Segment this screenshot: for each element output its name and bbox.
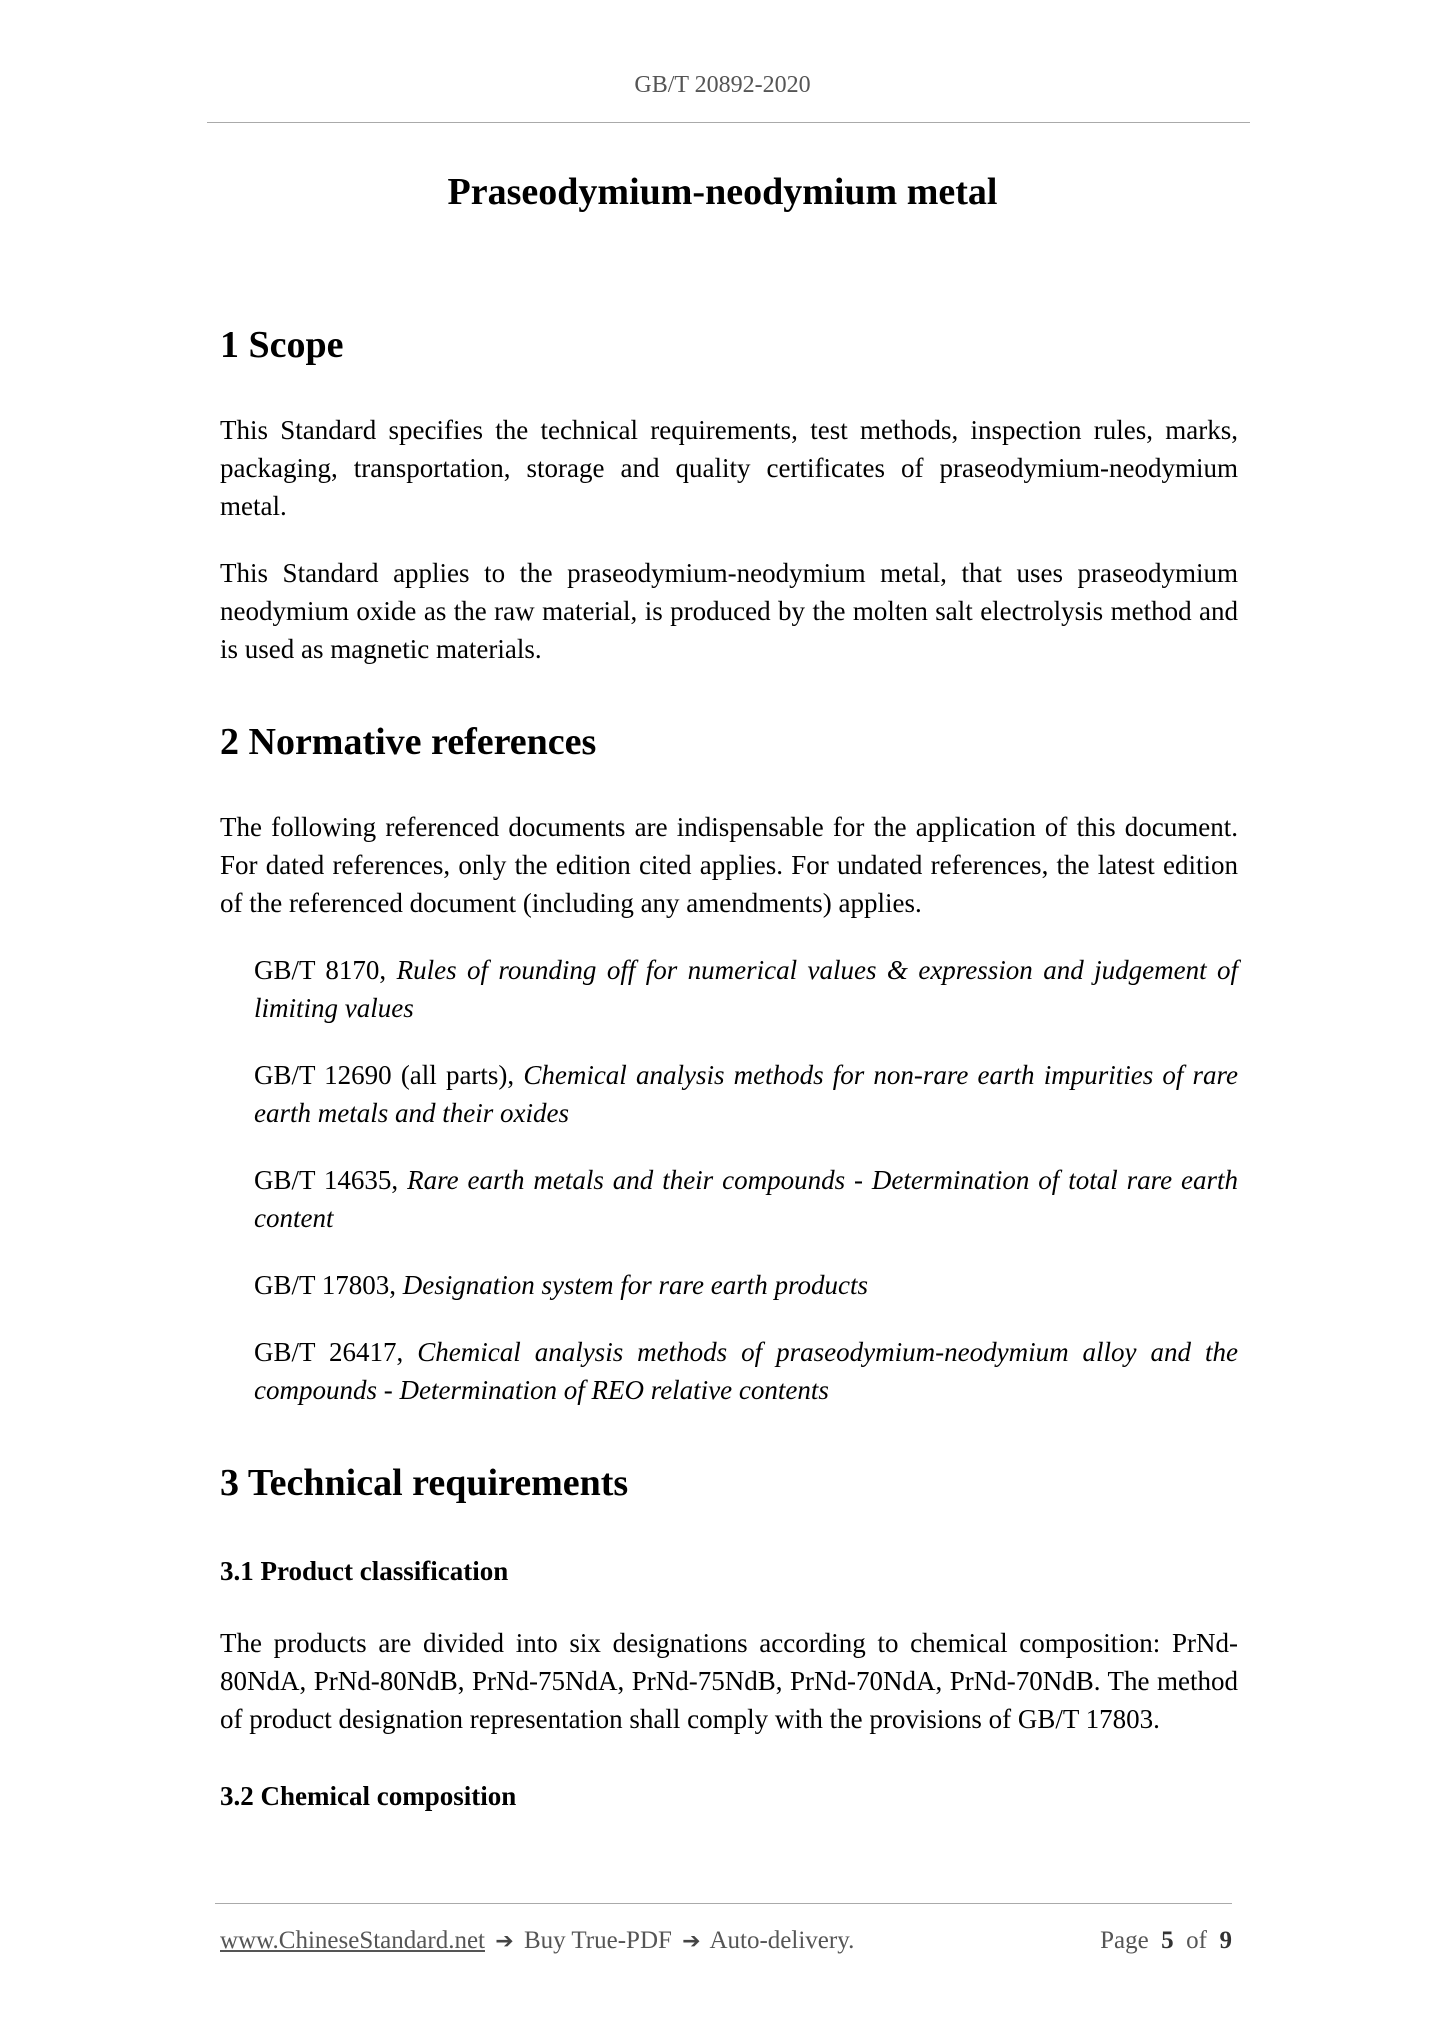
reference-code: GB/T 14635, [254, 1165, 408, 1195]
reference-item [254, 1161, 1238, 1237]
page-number [1100, 1924, 1232, 1958]
right-arrow-icon: ➔ [495, 1929, 514, 1954]
page-total: 9 [1219, 1927, 1232, 1954]
scope-paragraph-2: This Standard applies to the praseodymium-neodymium metal, that uses praseodymium neodymium oxide as the raw material, is produced by the molten salt electrolysis method and is used as magnetic materials. [220, 558, 1238, 664]
reference-title: Rules of rounding off for numerical values & expression and judgement of limiting values [254, 955, 1239, 1023]
subsection-heading-product-classification: 3.1 Product classification [220, 1556, 509, 1586]
reference-code: GB/T 17803, [254, 1270, 403, 1300]
website-link[interactable]: www.ChineseStandard.net [220, 1927, 485, 1954]
buy-pdf-text: Buy True-PDF [523, 1927, 672, 1954]
section-heading-scope: 1 Scope [220, 324, 344, 366]
header-divider [207, 122, 1250, 123]
subsection-heading-chemical-composition: 3.2 Chemical composition [220, 1781, 517, 1811]
normative-intro-paragraph: The following referenced documents are indispensable for the application of this document. For dated references, only the edition cited applies. For undated references, the latest edition of the referenced document (including any amendments) applies. [220, 812, 1238, 918]
footer-promo [220, 1924, 854, 1959]
document-title: Praseodymium-neodymium metal [447, 171, 998, 213]
section-heading-technical-requirements: 3 Technical requirements [220, 1462, 629, 1504]
document-body [220, 315, 1238, 1816]
reference-code: GB/T 12690 (all parts), [254, 1060, 524, 1090]
page-of-label: of [1186, 1927, 1207, 1954]
right-arrow-icon: ➔ [682, 1929, 701, 1954]
reference-code: GB/T 8170, [254, 955, 397, 985]
scope-paragraph-1: This Standard specifies the technical requirements, test methods, inspection rules, marks, packaging, transportation, storage and quality certificates of praseodymium-neodymium metal. [220, 415, 1238, 521]
reference-code: GB/T 26417, [254, 1337, 418, 1367]
reference-item [254, 1056, 1238, 1132]
footer-divider [215, 1903, 1232, 1904]
reference-title: Chemical analysis methods for non-rare earth impurities of rare earth metals and their oxides [254, 1060, 1238, 1128]
page-label: Page [1100, 1927, 1149, 1954]
reference-title: Chemical analysis methods of praseodymium-neodymium alloy and the compounds - Determination of REO relative contents [254, 1337, 1238, 1405]
reference-title: Rare earth metals and their compounds - Determination of total rare earth content [254, 1165, 1239, 1233]
page-current: 5 [1161, 1927, 1174, 1954]
auto-delivery-text: Auto-delivery. [709, 1927, 855, 1954]
product-classification-paragraph: The products are divided into six designations according to chemical composition: PrNd-80NdA, PrNd-80NdB, PrNd-75NdA, PrNd-75NdB, PrNd-70NdA, PrNd-70NdB. The method of product designation representation shall comply with the provisions of GB/T 17803. [220, 1628, 1238, 1734]
page-header-code: GB/T 20892-2020 [634, 72, 811, 98]
reference-title: Designation system for rare earth products [402, 1270, 868, 1300]
reference-item [254, 951, 1238, 1027]
reference-item [254, 1333, 1238, 1409]
reference-item [254, 1266, 1238, 1304]
section-heading-normative-references: 2 Normative references [220, 721, 597, 763]
